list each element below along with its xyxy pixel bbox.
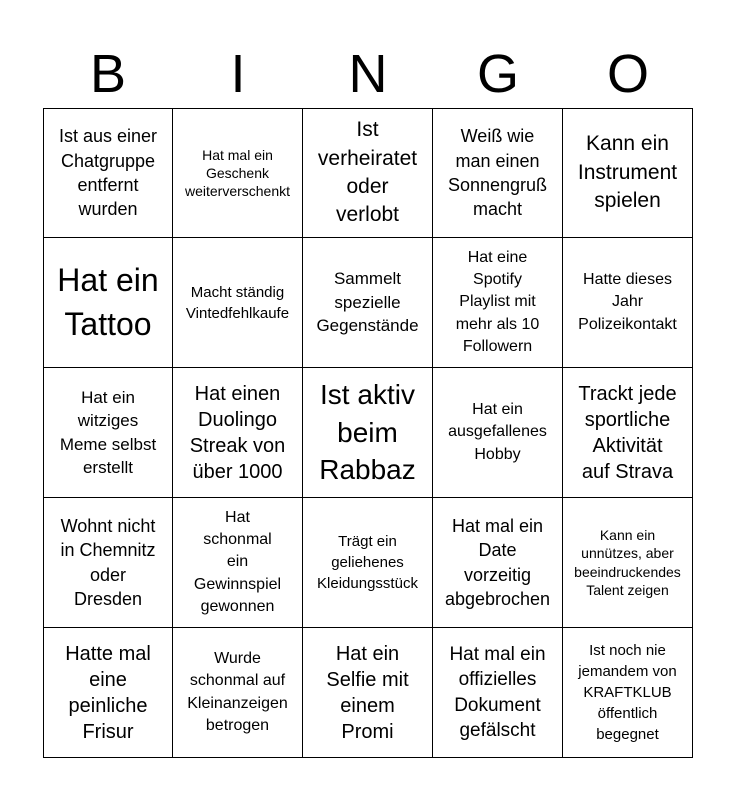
cell-text: Hat mal ein offizielles Dokument gefälscht	[449, 644, 546, 741]
cell-text: Hat ein Selfie mit einem Promi	[326, 642, 409, 743]
header-letter-i: I	[230, 44, 246, 104]
cell-text: Ist verheiratet oder verlobt	[317, 118, 418, 227]
bingo-cell[interactable]	[563, 628, 693, 758]
cell-text: Hat mal ein Geschenk weiterverschenkt	[184, 146, 291, 200]
bingo-cell[interactable]	[43, 628, 173, 758]
bingo-cell[interactable]	[43, 368, 173, 498]
bingo-cell[interactable]	[433, 628, 563, 758]
cell-text: Hat einen Duolingo Streak von über 1000	[189, 382, 286, 483]
header-letter-g: G	[476, 44, 519, 104]
bingo-cell[interactable]	[173, 108, 303, 238]
cell-text: Hatte mal eine peinliche Frisur	[65, 642, 151, 743]
bingo-cell[interactable]	[303, 368, 433, 498]
header-letter-n: N	[348, 44, 388, 104]
bingo-cell[interactable]	[173, 238, 303, 368]
cell-text: Macht ständig Vintedfehlkaufe	[185, 283, 290, 322]
bingo-cell[interactable]	[303, 498, 433, 628]
cell-text: Hat ein witziges Meme selbst erstellt	[59, 387, 157, 477]
bingo-cell[interactable]	[173, 628, 303, 758]
cell-text: Wurde schonmal auf Kleinanzeigen betrogen	[187, 649, 288, 734]
cell-text: Ist noch nie jemandem von KRAFTKLUB öffentlich begegnet	[578, 642, 677, 743]
bingo-cell[interactable]	[173, 368, 303, 498]
cell-text: Ist aus einer Chatgruppe entfernt wurden	[58, 126, 158, 220]
bingo-board	[43, 108, 693, 758]
cell-text: Hat schonmal ein Gewinnspiel gewonnen	[193, 508, 282, 616]
cell-text: Ist aktiv beim Rabbaz	[319, 378, 416, 486]
bingo-cell[interactable]	[43, 108, 173, 238]
cell-text: Sammelt spezielle Gegenstände	[316, 269, 419, 336]
cell-text: Hat ein Tattoo	[57, 262, 159, 342]
cell-text: Kann ein Instrument spielen	[577, 132, 678, 213]
cell-text: Hat mal ein Date vorzeitig abgebrochen	[444, 515, 551, 609]
bingo-header	[43, 40, 693, 108]
bingo-cell[interactable]	[433, 498, 563, 628]
bingo-cell[interactable]	[563, 368, 693, 498]
bingo-cell[interactable]	[433, 368, 563, 498]
bingo-cell[interactable]	[43, 238, 173, 368]
cell-text: Weiß wie man einen Sonnengruß macht	[447, 126, 548, 220]
cell-text: Hatte dieses Jahr Polizeikontakt	[578, 270, 677, 333]
cell-text: Trackt jede sportliche Aktivität auf Strava	[578, 382, 677, 483]
cell-text: Kann ein unnützes, aber beeindruckendes Talent zeigen	[574, 527, 681, 598]
bingo-cell[interactable]	[563, 108, 693, 238]
cell-text: Wohnt nicht in Chemnitz oder Dresden	[60, 515, 156, 609]
cell-text: Trägt ein geliehenes Kleidungsstück	[317, 533, 418, 592]
bingo-cell[interactable]	[303, 238, 433, 368]
bingo-cell[interactable]	[303, 108, 433, 238]
cell-text: Hat eine Spotify Playlist mit mehr als 10 Followern	[455, 248, 540, 356]
bingo-cell[interactable]	[563, 238, 693, 368]
bingo-cell[interactable]	[433, 108, 563, 238]
bingo-cell[interactable]	[433, 238, 563, 368]
bingo-cell[interactable]	[563, 498, 693, 628]
bingo-cell[interactable]	[43, 498, 173, 628]
header-letter-o: O	[606, 44, 649, 104]
bingo-cell[interactable]	[173, 498, 303, 628]
header-letter-b: B	[89, 44, 127, 104]
cell-text: Hat ein ausgefallenes Hobby	[448, 400, 547, 463]
bingo-cell[interactable]	[303, 628, 433, 758]
